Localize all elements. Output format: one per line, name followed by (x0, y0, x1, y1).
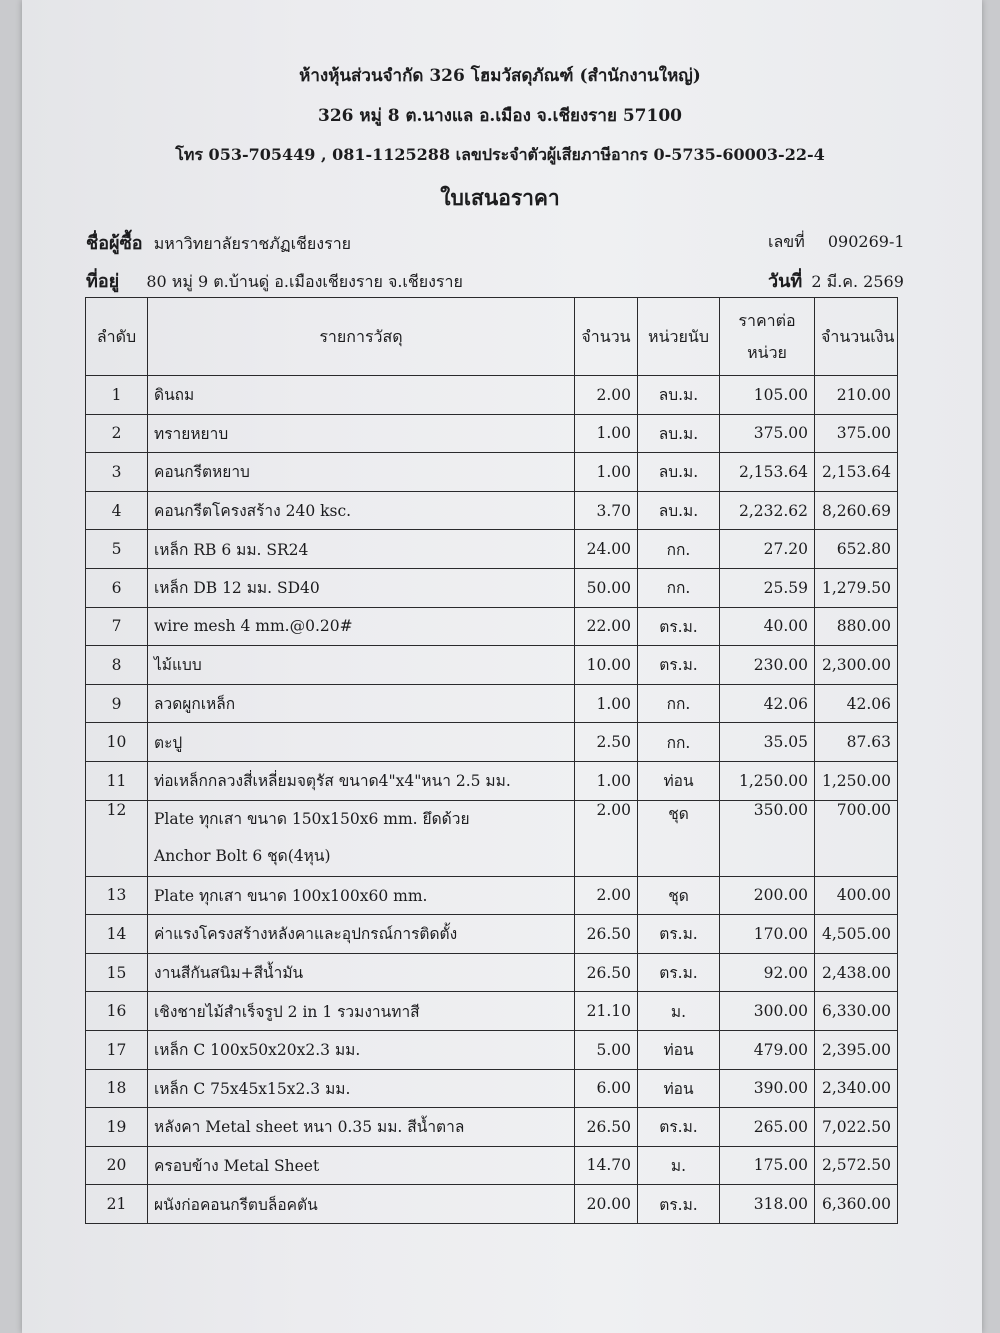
row-amount: 400.00 (815, 876, 898, 915)
row-unit: ตร.ม. (638, 1185, 720, 1224)
row-quantity: 26.50 (575, 915, 638, 954)
row-amount: 700.00 (815, 800, 898, 876)
row-amount: 880.00 (815, 607, 898, 646)
row-unit-price: 230.00 (720, 646, 815, 685)
header-item: รายการวัสดุ (148, 298, 575, 376)
row-unit-price: 318.00 (720, 1185, 815, 1224)
row-number: 1 (86, 376, 148, 415)
table-row (86, 376, 898, 415)
row-number: 15 (86, 953, 148, 992)
row-amount: 2,340.00 (815, 1069, 898, 1108)
table-row (86, 992, 898, 1031)
row-unit-price: 265.00 (720, 1108, 815, 1147)
row-quantity: 3.70 (575, 491, 638, 530)
row-unit-price: 300.00 (720, 992, 815, 1031)
number-value: 090269-1 (827, 232, 905, 251)
row-unit: ม. (638, 1146, 720, 1185)
row-quantity: 24.00 (575, 530, 638, 569)
row-unit: ตร.ม. (638, 646, 720, 685)
row-description: ท่อเหล็กกลวงสี่เหลี่ยมจตุรัส ขนาด4"x4"หนา 2.5 มม. (148, 761, 575, 800)
row-quantity: 50.00 (575, 568, 638, 607)
row-number: 6 (86, 568, 148, 607)
address-line (86, 266, 463, 295)
row-amount: 1,279.50 (815, 568, 898, 607)
header-unit-price-line1: ราคาต่อ (738, 310, 796, 330)
row-number: 4 (86, 491, 148, 530)
company-contact: โทร 053-705449 , 081-1125288 เลขประจำตัวผู้เสียภาษีอากร 0-5735-60003-22-4 (175, 145, 825, 164)
row-amount: 6,360.00 (815, 1185, 898, 1224)
row-amount: 2,395.00 (815, 1030, 898, 1069)
row-description: เหล็ก C 75x45x15x2.3 มม. (148, 1069, 575, 1108)
row-unit-price: 35.05 (720, 723, 815, 762)
row-amount: 2,438.00 (815, 953, 898, 992)
row-description: ครอบข้าง Metal Sheet (148, 1146, 575, 1185)
row-number: 11 (86, 761, 148, 800)
row-unit-price: 42.06 (720, 684, 815, 723)
table-row (86, 1030, 898, 1069)
date-line (768, 266, 904, 295)
header-unit-price (720, 298, 815, 376)
row-quantity: 5.00 (575, 1030, 638, 1069)
row-description: ทรายหยาบ (148, 414, 575, 453)
items-table (85, 297, 898, 1224)
row-description: ดินถม (148, 376, 575, 415)
row-unit: ลบ.ม. (638, 376, 720, 415)
row-description: เหล็ก DB 12 มม. SD40 (148, 568, 575, 607)
row-unit: ลบ.ม. (638, 414, 720, 453)
row-unit: ท่อน (638, 761, 720, 800)
table-row (86, 453, 898, 492)
row-unit: ตร.ม. (638, 953, 720, 992)
row-unit-price: 27.20 (720, 530, 815, 569)
number-label: เลขที่ (768, 232, 805, 251)
row-number: 2 (86, 414, 148, 453)
header-no: ลำดับ (86, 298, 148, 376)
buyer-label: ชื่อผู้ซื้อ (86, 233, 143, 254)
row-amount: 652.80 (815, 530, 898, 569)
row-number: 14 (86, 915, 148, 954)
row-description: ตะปู (148, 723, 575, 762)
date-label: วันที่ (768, 271, 803, 292)
row-description: wire mesh 4 mm.@0.20# (148, 607, 575, 646)
table-row (86, 800, 898, 876)
row-description: ลวดผูกเหล็ก (148, 684, 575, 723)
row-description: Plate ทุกเสา ขนาด 100x100x60 mm. (148, 876, 575, 915)
row-number: 3 (86, 453, 148, 492)
header-amount: จำนวนเงิน (815, 298, 898, 376)
row-amount: 2,300.00 (815, 646, 898, 685)
row-number: 17 (86, 1030, 148, 1069)
row-quantity: 20.00 (575, 1185, 638, 1224)
table-row (86, 491, 898, 530)
row-description: คอนกรีตโครงสร้าง 240 ksc. (148, 491, 575, 530)
row-unit: ลบ.ม. (638, 453, 720, 492)
row-unit-price: 2,153.64 (720, 453, 815, 492)
row-description: ค่าแรงโครงสร้างหลังคาและอุปกรณ์การติดตั้ง (148, 915, 575, 954)
row-unit: ตร.ม. (638, 607, 720, 646)
row-quantity: 26.50 (575, 953, 638, 992)
row-quantity: 1.00 (575, 414, 638, 453)
row-unit-price: 175.00 (720, 1146, 815, 1185)
row-amount: 87.63 (815, 723, 898, 762)
row-quantity: 1.00 (575, 684, 638, 723)
row-unit-price: 92.00 (720, 953, 815, 992)
row-quantity: 14.70 (575, 1146, 638, 1185)
row-number: 9 (86, 684, 148, 723)
row-amount: 375.00 (815, 414, 898, 453)
address-label: ที่อยู่ (86, 271, 120, 292)
row-unit: ตร.ม. (638, 915, 720, 954)
table-row (86, 1185, 898, 1224)
row-unit-price: 390.00 (720, 1069, 815, 1108)
row-description: ผนังก่อคอนกรีตบล็อคตัน (148, 1185, 575, 1224)
row-amount: 2,572.50 (815, 1146, 898, 1185)
row-number: 12 (86, 800, 148, 876)
row-amount: 210.00 (815, 376, 898, 415)
row-description: ไม้แบบ (148, 646, 575, 685)
row-description: เชิงชายไม้สำเร็จรูป 2 in 1 รวมงานทาสี (148, 992, 575, 1031)
table-row (86, 876, 898, 915)
company-name: ห้างหุ้นส่วนจำกัด 326 โฮมวัสดุภัณฑ์ (สำนักงานใหญ่) (299, 66, 701, 86)
row-quantity: 22.00 (575, 607, 638, 646)
row-unit-price: 105.00 (720, 376, 815, 415)
table-row (86, 684, 898, 723)
buyer-value: มหาวิทยาลัยราชภัฏเชียงราย (153, 234, 352, 253)
row-unit: ท่อน (638, 1030, 720, 1069)
row-quantity: 6.00 (575, 1069, 638, 1108)
document-title: ใบเสนอราคา (440, 185, 560, 210)
row-unit: ม. (638, 992, 720, 1031)
row-number: 10 (86, 723, 148, 762)
table-row (86, 414, 898, 453)
table-row (86, 915, 898, 954)
row-unit-price: 2,232.62 (720, 491, 815, 530)
row-description: คอนกรีตหยาบ (148, 453, 575, 492)
table-row (86, 646, 898, 685)
row-description-line2: Anchor Bolt 6 ชุด(4หุน) (154, 846, 331, 865)
row-quantity: 1.00 (575, 453, 638, 492)
row-quantity: 2.00 (575, 800, 638, 876)
table-row (86, 1069, 898, 1108)
row-unit: กก. (638, 684, 720, 723)
table-row (86, 530, 898, 569)
row-number: 8 (86, 646, 148, 685)
table-row (86, 761, 898, 800)
row-number: 19 (86, 1108, 148, 1147)
header-unit-price-line2: หน่วย (747, 342, 787, 362)
table-row (86, 953, 898, 992)
row-quantity: 2.00 (575, 376, 638, 415)
table-row (86, 607, 898, 646)
header-qty: จำนวน (575, 298, 638, 376)
row-unit-price: 170.00 (720, 915, 815, 954)
table-header-row (86, 298, 898, 376)
table-row (86, 723, 898, 762)
company-address: 326 หมู่ 8 ต.นางแล อ.เมือง จ.เชียงราย 57100 (318, 106, 682, 126)
row-unit: ตร.ม. (638, 1108, 720, 1147)
row-amount: 1,250.00 (815, 761, 898, 800)
row-number: 7 (86, 607, 148, 646)
row-description: เหล็ก C 100x50x20x2.3 มม. (148, 1030, 575, 1069)
row-quantity: 26.50 (575, 1108, 638, 1147)
row-unit-price: 25.59 (720, 568, 815, 607)
row-number: 5 (86, 530, 148, 569)
row-unit-price: 1,250.00 (720, 761, 815, 800)
row-number: 16 (86, 992, 148, 1031)
row-unit-price: 375.00 (720, 414, 815, 453)
buyer-line (86, 228, 351, 257)
row-unit: กก. (638, 568, 720, 607)
row-unit: กก. (638, 530, 720, 569)
row-amount: 6,330.00 (815, 992, 898, 1031)
table-row (86, 1146, 898, 1185)
row-quantity: 2.50 (575, 723, 638, 762)
address-value: 80 หมู่ 9 ต.บ้านดู่ อ.เมืองเชียงราย จ.เชียงราย (146, 272, 463, 291)
row-unit-price: 200.00 (720, 876, 815, 915)
row-unit: ลบ.ม. (638, 491, 720, 530)
row-quantity: 21.10 (575, 992, 638, 1031)
row-number: 20 (86, 1146, 148, 1185)
row-quantity: 1.00 (575, 761, 638, 800)
row-unit: กก. (638, 723, 720, 762)
table-row (86, 1108, 898, 1147)
row-amount: 2,153.64 (815, 453, 898, 492)
row-number: 21 (86, 1185, 148, 1224)
row-unit-price: 40.00 (720, 607, 815, 646)
row-quantity: 2.00 (575, 876, 638, 915)
table-row (86, 568, 898, 607)
row-unit: ท่อน (638, 1069, 720, 1108)
row-description: เหล็ก RB 6 มม. SR24 (148, 530, 575, 569)
row-unit: ชุด (638, 876, 720, 915)
row-amount: 4,505.00 (815, 915, 898, 954)
date-value: 2 มี.ค. 2569 (811, 272, 904, 291)
row-description (148, 800, 575, 876)
row-number: 18 (86, 1069, 148, 1108)
row-number: 13 (86, 876, 148, 915)
row-unit-price: 350.00 (720, 800, 815, 876)
row-amount: 7,022.50 (815, 1108, 898, 1147)
row-description: งานสีกันสนิม+สีน้ำมัน (148, 953, 575, 992)
row-quantity: 10.00 (575, 646, 638, 685)
row-amount: 8,260.69 (815, 491, 898, 530)
number-line (768, 230, 905, 255)
row-description-line1: Plate ทุกเสา ขนาด 150x150x6 mm. ยึดด้วย (154, 809, 470, 828)
row-unit-price: 479.00 (720, 1030, 815, 1069)
row-unit: ชุด (638, 800, 720, 876)
row-amount: 42.06 (815, 684, 898, 723)
row-description: หลังคา Metal sheet หนา 0.35 มม. สีน้ำตาล (148, 1108, 575, 1147)
header-unit: หน่วยนับ (638, 298, 720, 376)
